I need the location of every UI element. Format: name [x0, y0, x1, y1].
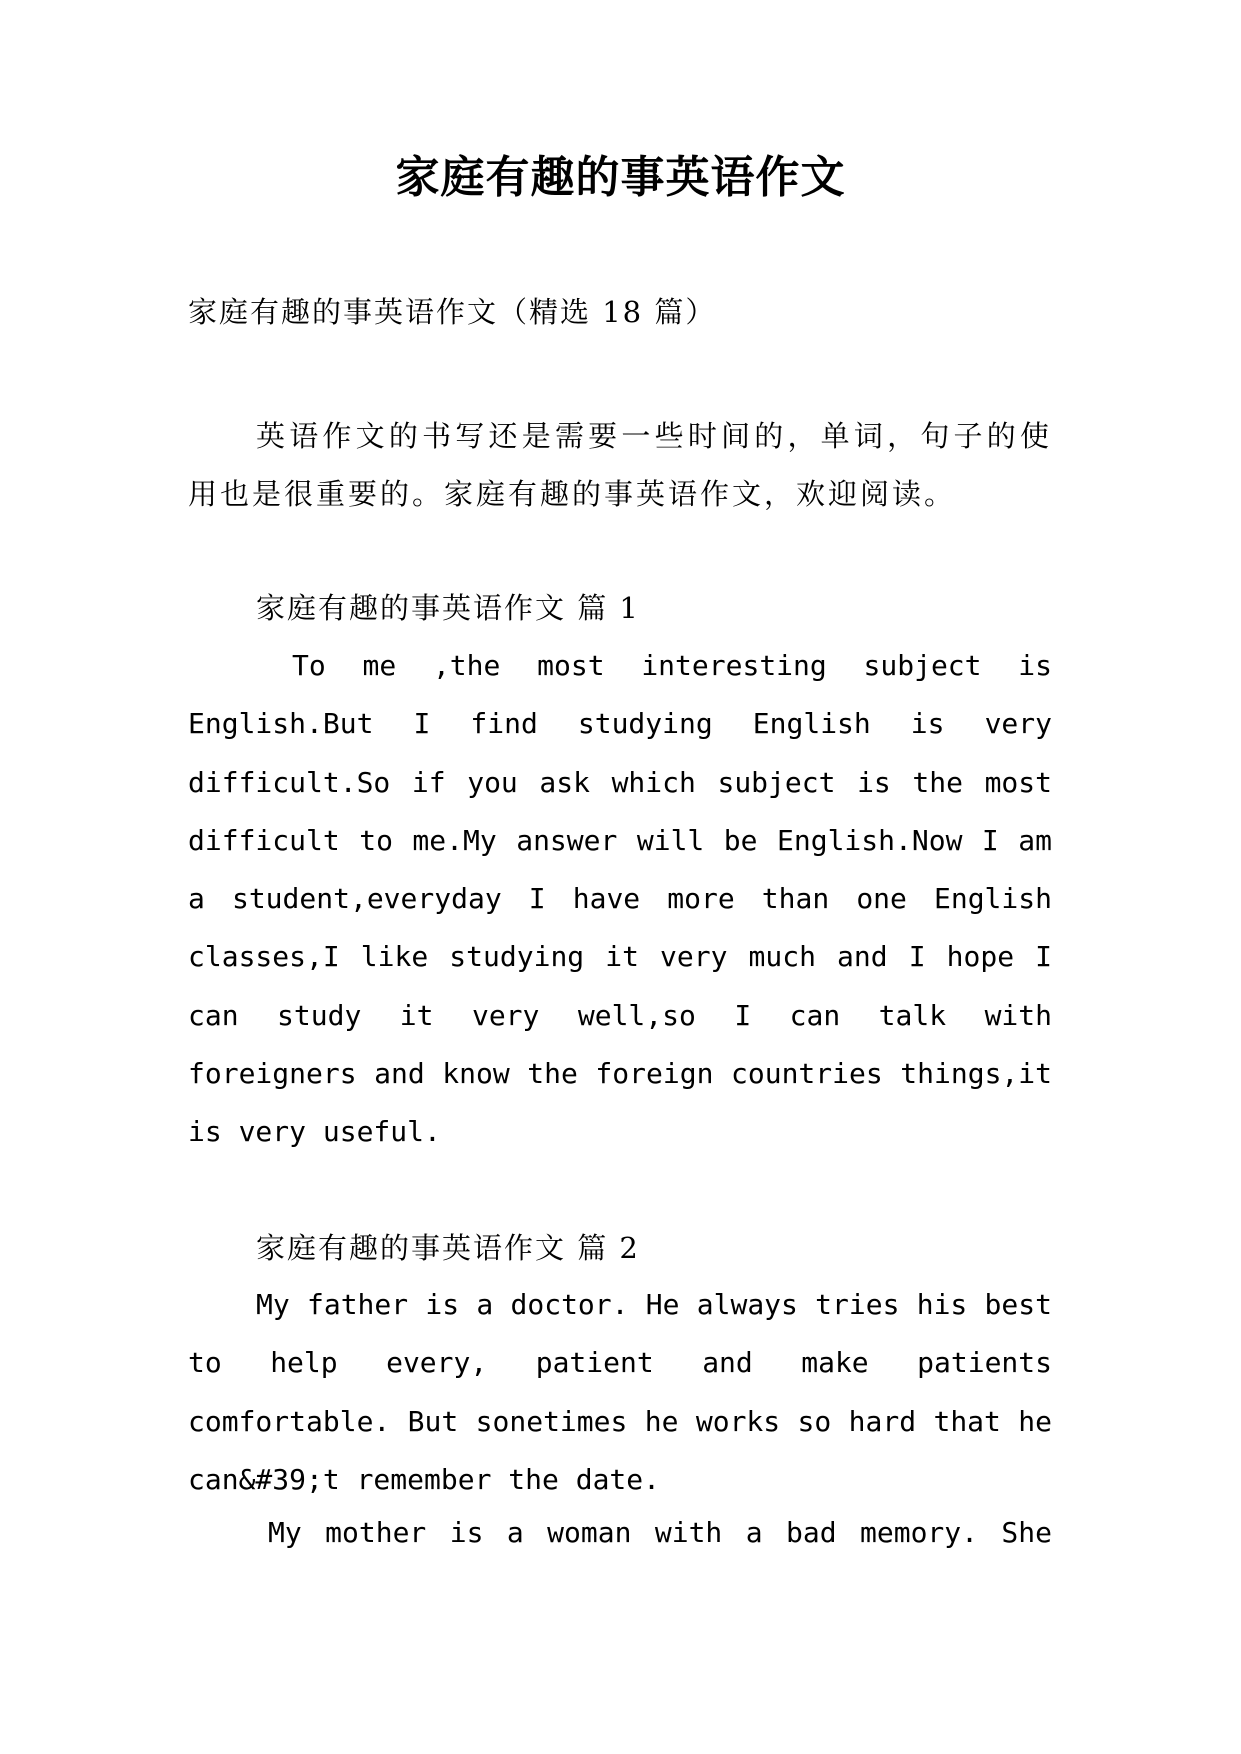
intro-paragraph: 英语作文的书写还是需要一些时间的，单词，句子的使用也是很重要的。家庭有趣的事英语作文，欢迎阅读。 [188, 419, 1052, 511]
section-2-paragraph-2: My mother is a woman with a bad memory. She [268, 1516, 1052, 1549]
section-2-paragraph-1: My father is a doctor. He always tries his best to help every, patient and make patients comfortable. But sonetimes he works so hard that he can&#39;t remember the date. [188, 1288, 1052, 1496]
section-heading-1: 家庭有趣的事英语作文 篇 1 [256, 591, 640, 625]
document-subtitle: 家庭有趣的事英语作文（精选 18 篇） [188, 295, 717, 329]
section-heading-2: 家庭有趣的事英语作文 篇 2 [256, 1231, 640, 1265]
document-title: 家庭有趣的事英语作文 [395, 152, 846, 203]
section-1-paragraph: To me ,the most interesting subject is English.But I find studying English is very difficult.So if you ask which subject is the most difficult to me.My answer will be English.Now I am a student,everyday I have more than one English classes,I like studying it very much and I hope I can study it very well,so I can talk with foreigners and know the foreign countries things,it is very useful. [188, 649, 1052, 1149]
